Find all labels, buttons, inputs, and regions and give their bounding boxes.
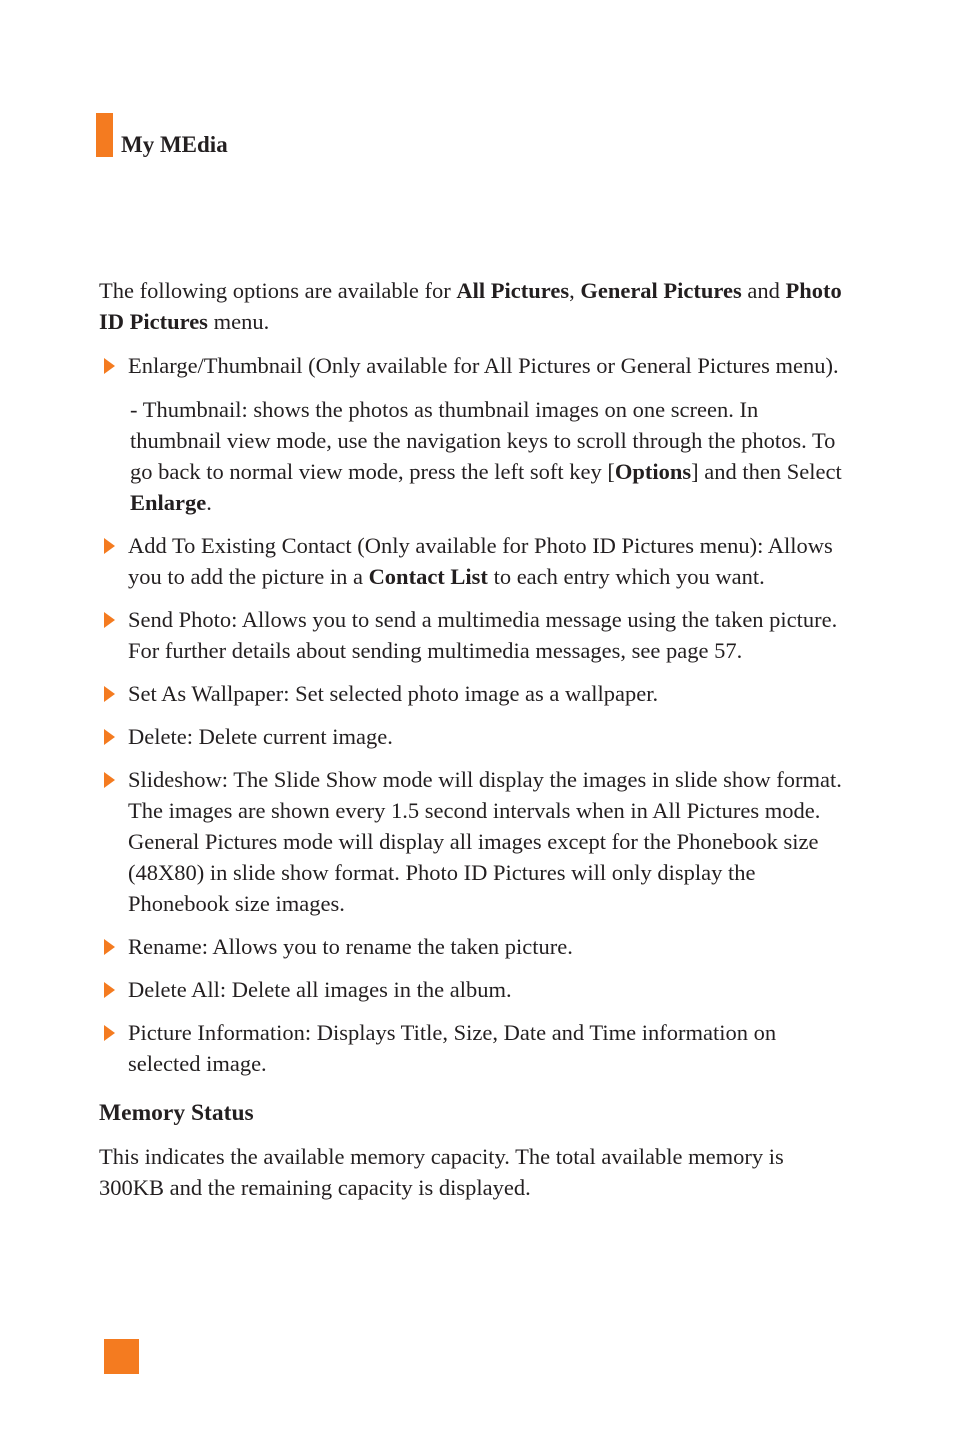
memory-status-paragraph: This indicates the available memory capacity. The total available memory is 300KB and the remaining capacity is displayed. xyxy=(99,1144,784,1200)
thumbnail-note xyxy=(130,394,844,518)
options-list xyxy=(99,350,844,1079)
list-item-send-photo xyxy=(99,604,844,666)
bullet-arrow-icon xyxy=(104,612,115,628)
list-item-text: Slideshow: The Slide Show mode will display the images in slide show format. The images are shown every 1.5 second intervals when in All Pictures mode. General Pictures mode will display all images except for the Phonebook size (48X80) in slide show format. Photo ID Pictures will only display the Phonebook size images. xyxy=(128,767,842,916)
contact-note-text: to each entry which you want. xyxy=(487,564,765,589)
intro-paragraph xyxy=(99,275,844,337)
page-section-title: My MEdia xyxy=(121,132,228,157)
bullet-arrow-icon xyxy=(104,729,115,745)
bullet-arrow-icon xyxy=(104,686,115,702)
bullet-arrow-icon xyxy=(104,772,115,788)
list-item-text: Delete All: Delete all images in the album. xyxy=(128,977,512,1002)
list-item-set-wallpaper xyxy=(99,678,844,709)
bullet-arrow-icon xyxy=(104,939,115,955)
thumbnail-note-text-1: - Thumbnail: shows the photos as thumbnail images on one screen. In thumbnail view mode, use the navigation keys to scroll through the photos. To go back to normal view mode, press the left soft key [ xyxy=(130,397,836,484)
intro-text-3: and xyxy=(741,278,786,303)
page-corner-marker xyxy=(104,1339,139,1374)
bullet-arrow-icon xyxy=(104,538,115,554)
intro-text-4: menu. xyxy=(207,309,270,334)
intro-bold-all-pictures: All Pictures xyxy=(456,278,570,303)
contact-list-bold: Contact List xyxy=(368,564,488,589)
list-item-text: Send Photo: Allows you to send a multimedia message using the taken picture. For further details about sending multimedia messages, see page 57. xyxy=(128,607,838,663)
bullet-arrow-icon xyxy=(104,358,115,374)
list-item-add-to-contact xyxy=(99,530,844,592)
list-item-delete-all xyxy=(99,974,844,1005)
header-accent-bar xyxy=(96,113,113,157)
thumbnail-note-text-3: . xyxy=(206,490,212,515)
list-item-enlarge-thumbnail xyxy=(99,350,844,518)
intro-bold-general-pictures: General Pictures xyxy=(580,278,742,303)
list-item-text: Add To Existing Contact (Only available for Photo ID Pictures menu): Allows you to add the picture in a xyxy=(128,533,833,589)
intro-text-1: The following options are available for xyxy=(99,278,457,303)
list-item-delete xyxy=(99,721,844,752)
thumbnail-note-bold-enlarge: Enlarge xyxy=(130,490,207,515)
list-item-text: Rename: Allows you to rename the taken picture. xyxy=(128,934,573,959)
list-item-text: Picture Information: Displays Title, Size, Date and Time information on selected image. xyxy=(128,1020,777,1076)
list-item-slideshow xyxy=(99,764,844,919)
list-item-text: Delete: Delete current image. xyxy=(128,724,393,749)
thumbnail-note-bold-options: Options xyxy=(614,459,692,484)
bullet-arrow-icon xyxy=(104,1025,115,1041)
intro-text-2: , xyxy=(569,278,581,303)
list-item-picture-information xyxy=(99,1017,844,1079)
bullet-arrow-icon xyxy=(104,982,115,998)
list-item-rename xyxy=(99,931,844,962)
memory-status-heading: Memory Status xyxy=(99,1100,254,1126)
list-item-text: Set As Wallpaper: Set selected photo image as a wallpaper. xyxy=(128,681,659,706)
thumbnail-note-text-2: ] and then Select xyxy=(691,459,842,484)
list-item-text: Enlarge/Thumbnail (Only available for All Pictures or General Pictures menu). xyxy=(128,353,839,378)
intro-bold-photo-id-pictures: Photo ID Pictures xyxy=(99,278,842,334)
page-content xyxy=(99,275,844,1203)
